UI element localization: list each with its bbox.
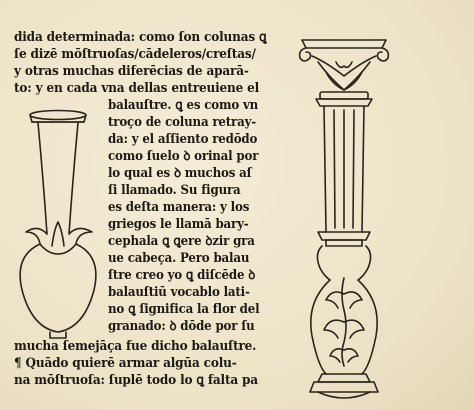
- text-line: mucha ſemejāça fue dicho balauſtre.: [14, 339, 257, 354]
- text-line: ¶ Quādo quierē armar algūa colu-: [14, 356, 237, 371]
- text-line: na mōſtruoſa: ſuplē todo lo ꝗ falta pa: [14, 373, 258, 388]
- text-line: ſtre creo yo ꝗ diſcēde ꝺ: [108, 268, 256, 283]
- text-line: dida determinada: como ſon colunas ꝗ: [14, 30, 267, 45]
- text-line: balauſtiū vocablo lati-: [108, 285, 250, 300]
- text-line: da: y el aſſiento redōdo: [108, 132, 258, 147]
- text-line: como ſuelo ꝺ orinal por: [108, 149, 259, 164]
- text-line: griegos le llamā bary-: [108, 217, 249, 232]
- baluster-illustration: [10, 106, 106, 340]
- text-line: to: y en cada vna dellas entreuiene el: [14, 81, 260, 96]
- text-line: ſi llamado. Su figura: [108, 183, 241, 198]
- text-line: ue cabeça. Pero balau: [108, 251, 250, 266]
- text-line: y otras muchas diferēcias de aparā-: [14, 64, 249, 79]
- text-line: lo qual es ꝺ muchos aſ: [108, 166, 252, 181]
- text-line: es deſta manera: y los: [108, 200, 250, 215]
- text-line: troço de coluna retray-: [108, 115, 257, 130]
- text-line: balauſtre. ꝗ es como vn: [108, 98, 259, 113]
- text-line: no ꝗ ſignifica la flor del: [108, 302, 260, 317]
- column-illustration: [296, 32, 392, 410]
- text-line: cephala ꝗ ꝗere ꝺzir gra: [108, 234, 255, 249]
- text-line: granado: ꝺ dōde por ſu: [108, 319, 255, 334]
- text-line: ſe dizē mōſtruoſas/cādeleros/creſtas/: [14, 47, 256, 62]
